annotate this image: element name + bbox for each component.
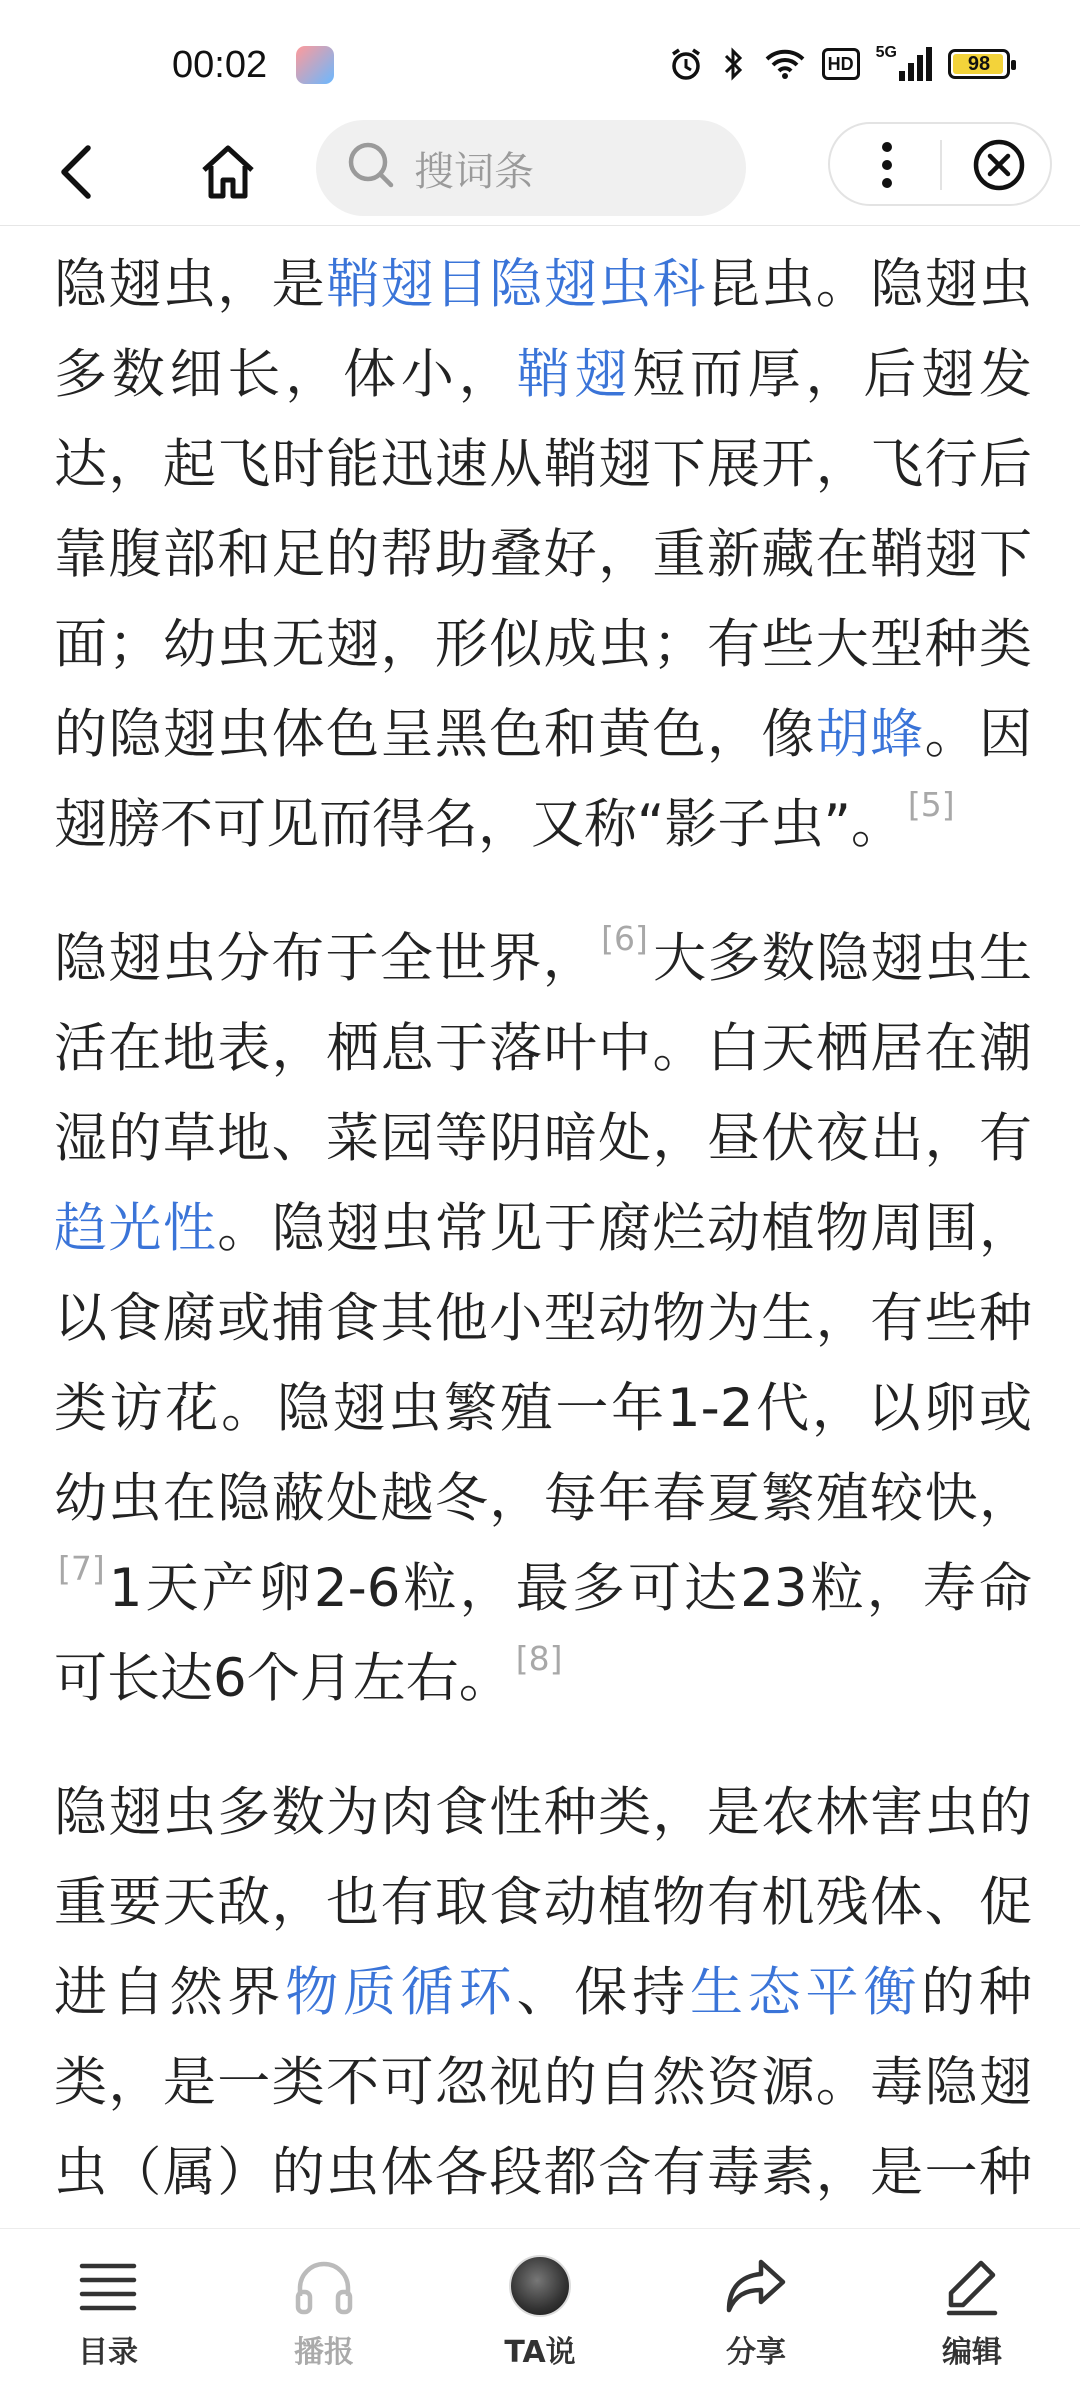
more-button[interactable] xyxy=(842,132,932,198)
article-text: 。因翅膀不可见而得名，又称“影子虫”。 xyxy=(54,704,1033,855)
status-bar xyxy=(0,0,1080,118)
back-button[interactable] xyxy=(48,138,108,206)
article-paragraph xyxy=(54,914,1032,1724)
tab-label: TA说 xyxy=(504,2335,576,2370)
article-link[interactable]: 鞘翅目隐翅虫科 xyxy=(326,254,707,315)
close-circle-icon xyxy=(971,137,1027,193)
search-icon xyxy=(344,138,400,198)
search-input[interactable] xyxy=(316,120,746,216)
edit-icon xyxy=(937,2251,1007,2321)
article-text: 短而厚，后翅发达，起飞时能迅速从鞘翅下展开，飞行后靠腹部和足的帮助叠好，重新藏在鞘翅下面；幼虫无翅，形似成虫；有些大型种类的隐翅虫体色呈黑色和黄色，像 xyxy=(54,344,1032,765)
tab-share[interactable] xyxy=(676,2229,836,2400)
tab-broadcast[interactable] xyxy=(244,2229,404,2400)
bottom-toolbar xyxy=(0,2228,1080,2400)
reference-marker[interactable]: [6] xyxy=(601,919,648,958)
tab-label: 播报 xyxy=(294,2335,354,2370)
reference-marker[interactable]: [5] xyxy=(907,785,955,824)
share-icon xyxy=(721,2251,791,2321)
article-text: 1天产卵2-6粒，最多可达23粒，寿命可长达6个月左右。 xyxy=(54,1558,1032,1709)
capsule-menu xyxy=(828,122,1052,206)
network-type: 5G xyxy=(875,44,897,61)
battery-icon xyxy=(948,49,1010,79)
article-link[interactable]: 趋光性 xyxy=(54,1198,218,1259)
article-text: 大多数隐翅虫生活在地表，栖息于落叶中。白天栖居在潮湿的草地、菜园等阴暗处，昼伏夜出，有 xyxy=(54,928,1033,1169)
signal-icon xyxy=(876,44,932,84)
article-paragraph xyxy=(54,1768,1032,2308)
more-vertical-icon xyxy=(877,139,897,191)
home-button[interactable] xyxy=(196,138,260,206)
status-time: 00:02 xyxy=(172,44,268,86)
battery-level: 98 xyxy=(967,52,991,75)
tab-label: 分享 xyxy=(726,2335,786,2370)
article-text: 隐翅虫分布于全世界， xyxy=(54,928,598,989)
reference-marker[interactable]: [8] xyxy=(515,1639,563,1678)
tab-contents[interactable] xyxy=(28,2229,188,2400)
search-placeholder: 搜词条 xyxy=(414,148,534,195)
article-link[interactable]: 生态平衡 xyxy=(689,1962,922,2023)
article-body xyxy=(54,240,1032,2230)
article-text: 的种类，是一类不可忽视的自然资源。毒隐翅虫（属）的虫体各段都含有毒素，是一种 xyxy=(54,1962,1032,2203)
avatar xyxy=(505,2251,575,2321)
headphones-icon xyxy=(289,2251,359,2321)
article-link[interactable]: 胡蜂 xyxy=(815,704,925,765)
article-paragraph xyxy=(54,240,1032,870)
app-notification-icon xyxy=(296,46,334,84)
article-text: 隐翅虫多数为肉食性种类，是农林害虫的重要天敌，也有取食动植物有机残体、促进自然界 xyxy=(54,1782,1032,2023)
tab-label: 编辑 xyxy=(942,2335,1002,2370)
article-text: 昆虫。隐翅虫多数细长，体小， xyxy=(54,254,1033,405)
status-icons xyxy=(668,44,1010,84)
tab-edit[interactable] xyxy=(892,2229,1052,2400)
reference-marker[interactable]: [7] xyxy=(58,1549,105,1588)
wifi-icon xyxy=(764,44,806,84)
tab-label: 目录 xyxy=(78,2335,138,2370)
article-link[interactable]: 鞘翅 xyxy=(516,344,633,405)
top-nav-bar xyxy=(0,118,1080,226)
bluetooth-icon xyxy=(720,44,748,84)
article-text: 隐翅虫，是 xyxy=(54,254,327,315)
close-button[interactable] xyxy=(954,132,1044,198)
capsule-divider xyxy=(940,140,942,190)
alarm-icon xyxy=(668,44,704,84)
list-icon xyxy=(73,2251,143,2321)
hd-icon: HD xyxy=(822,48,860,80)
article-text: 。隐翅虫常见于腐烂动植物周围，以食腐或捕食其他小型动物为生，有些种类访花。隐翅虫繁殖一年1-2代，以卵或幼虫在隐蔽处越冬，每年春夏繁殖较快， xyxy=(54,1198,1033,1529)
article-link[interactable]: 物质循环 xyxy=(285,1962,517,2023)
article-text: 、保持 xyxy=(516,1962,690,2023)
tab-ta-says[interactable] xyxy=(460,2229,620,2400)
